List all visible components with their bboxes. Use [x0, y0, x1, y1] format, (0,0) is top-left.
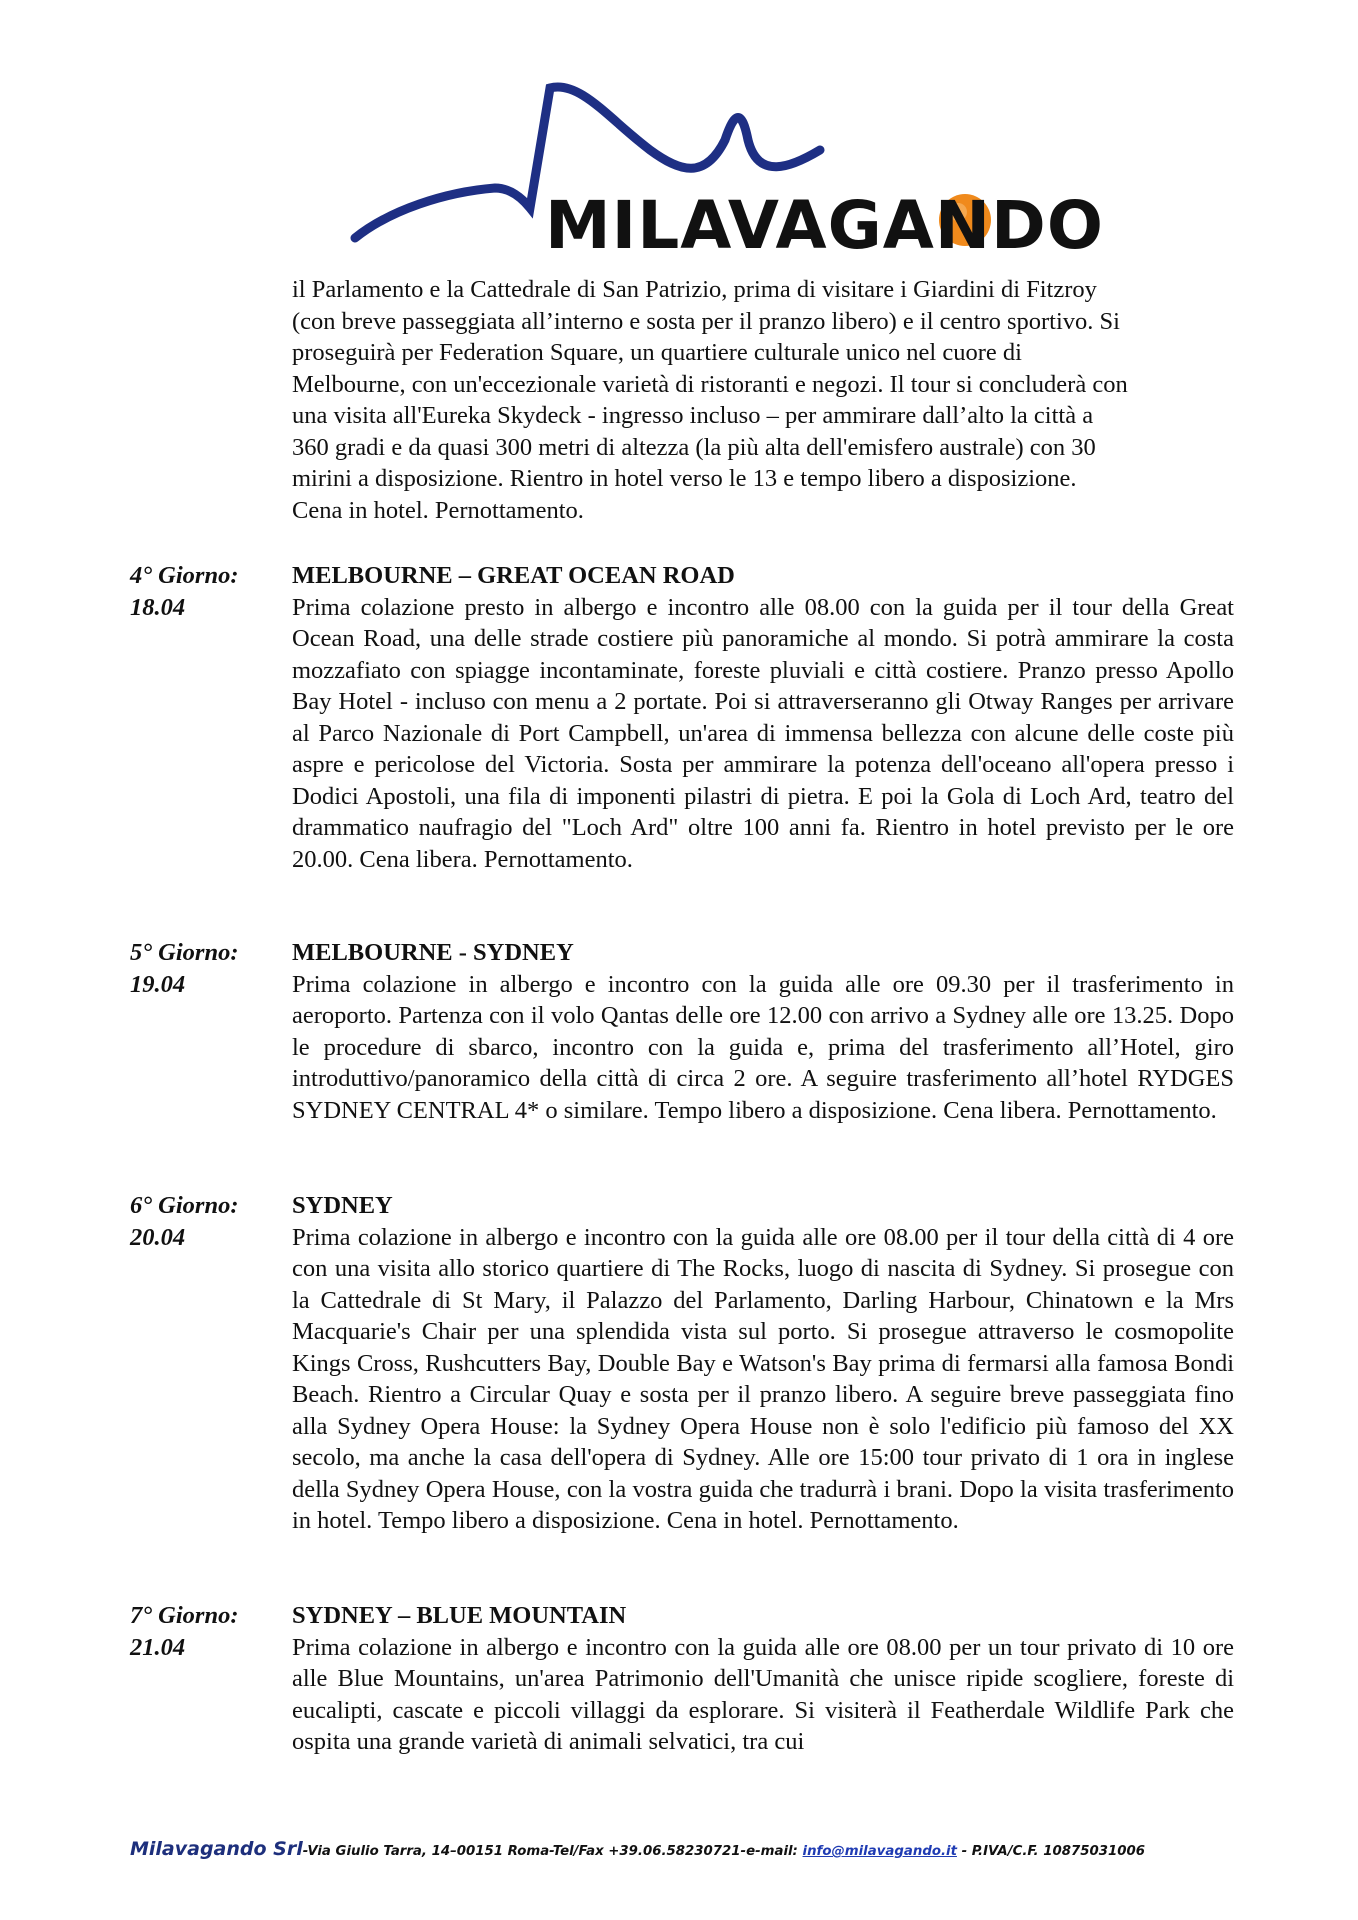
- intro-line: Cena in hotel. Pernottamento.: [292, 496, 584, 524]
- intro-line: mirini a disposizione. Rientro in hotel verso le 13 e tempo libero a disposizione.: [292, 465, 1077, 492]
- day-title: SYDNEY – BLUE MOUNTAIN: [292, 1602, 627, 1629]
- day-text: Prima colazione in albergo e incontro con la guida alle ore 08.00 per il tour della città di 4 ore con una visita allo storico quartiere di The Rocks, luogo di nascita di Sydney. Si prosegue con la Cattedrale di St Mary, il Palazzo del Parlamento, Darling Harbour, Chinatown e la Mrs Macquarie's Chair per una splendida vista sul porto. Si prosegue attraverso le cosmopolite Kings Cross, Rushcutters Bay, Double Bay e Watson's Bay prima di fermarsi alla famosa Bondi Beach. Rientro a Circular Quay e sosta per il pranzo libero. A seguire breve passeggiata fino alla Sydney Opera House: la Sydney Opera House non è solo l'edificio più famoso del XX secolo, ma anche la casa dell'opera di Sydney. Alle ore 15:00 tour privato di 1 ora in inglese della Sydney Opera House, con la vostra guida che tradurrà i brani. Dopo la visita trasferimento in hotel. Tempo libero a disposizione. Cena in hotel. Pernottamento.: [292, 1223, 1234, 1534]
- company-logo: [350, 80, 1104, 270]
- page-footer: [130, 1838, 1240, 1860]
- day-number: 6° Giorno:: [130, 1192, 239, 1219]
- day-date: 21.04: [130, 1633, 186, 1661]
- footer-vat: - P.IVA/C.F. 10875031006: [956, 1844, 1145, 1859]
- day-title: MELBOURNE – GREAT OCEAN ROAD: [292, 562, 735, 589]
- day-label: [130, 1190, 290, 1253]
- footer-separator: -: [740, 1844, 747, 1859]
- day-title: MELBOURNE - SYDNEY: [292, 939, 574, 966]
- intro-line: (con breve passeggiata all’interno e sosta per il pranzo libero) e il centro sportivo. Si: [292, 307, 1120, 335]
- logo-text: MILAVAGANDO: [545, 187, 1104, 264]
- day-body: [292, 560, 1234, 875]
- day-body: [292, 1600, 1234, 1758]
- day-number: 7° Giorno:: [130, 1602, 239, 1629]
- footer-address: Via Giulio Tarra, 14–00151 Roma: [307, 1844, 550, 1859]
- day-label: [130, 1600, 290, 1663]
- day-text: Prima colazione in albergo e incontro con la guida alle ore 09.30 per il trasferimento in aeroporto. Partenza con il volo Qantas delle ore 12.00 con arrivo a Sydney alle ore 13.25. Dopo le procedure di sbarco, incontro con la guida e, prima del trasferimento all’Hotel, giro introduttivo/panoramico della città di circa 2 ore. A seguire trasferimento all’hotel RYDGES SYDNEY CENTRAL 4* o similare. Tempo libero a disposizione. Cena libera. Pernottamento.: [292, 970, 1234, 1124]
- day-body: [292, 1190, 1234, 1537]
- footer-email-label: e-mail:: [746, 1844, 798, 1859]
- day-text: Prima colazione presto in albergo e incontro alle 08.00 con la guida per il tour della Great Ocean Road, una delle strade costiere più panoramiche al mondo. Si potrà ammirare la costa mozzafiato con spiagge incontaminate, foreste pluviali e città costiere. Pranzo presso Apollo Bay Hotel - incluso con menu a 2 portate. Poi si attraverseranno gli Otway Ranges per arrivare al Parco Nazionale di Port Campbell, un'area di immensa bellezza con alcune delle coste più aspre e pericolose del Victoria. Sosta per ammirare la potenza dell'oceano all'opera presso i Dodici Apostoli, una fila di imponenti pilastri di pietra. E poi la Gola di Loch Ard, teatro del drammatico naufragio del "Loch Ard" oltre 100 anni fa. Rientro in hotel previsto per le ore 20.00. Cena libera. Pernottamento.: [292, 593, 1234, 873]
- intro-line: Melbourne, con un'eccezionale varietà di ristoranti e negozi. Il tour si concluderà con: [292, 370, 1128, 398]
- intro-line: 360 gradi e da quasi 300 metri di altezza (la più alta dell'emisfero australe) con 30: [292, 433, 1096, 461]
- intro-line: proseguirà per Federation Square, un quartiere culturale unico nel cuore di: [292, 339, 1022, 366]
- day-date: 19.04: [130, 970, 186, 998]
- day-number: 5° Giorno:: [130, 939, 239, 966]
- day-label: [130, 560, 290, 623]
- day-number: 4° Giorno:: [130, 562, 239, 589]
- day-date: 18.04: [130, 593, 186, 621]
- footer-company: Milavagando Srl: [130, 1838, 303, 1860]
- day-text: Prima colazione in albergo e incontro con la guida alle ore 08.00 per un tour privato di 10 ore alle Blue Mountains, un'area Patrimonio dell'Umanità che unisce ripide scogliere, foreste di eucalipti, cascate e piccoli villaggi da esplorare. Si visiterà il Featherdale Wildlife Park che ospita una grande varietà di animali selvatici, tra cui: [292, 1633, 1234, 1755]
- logo-graphic: [350, 80, 1104, 270]
- intro-line: una visita all'Eureka Skydeck - ingresso incluso – per ammirare dall’alto la città a: [292, 402, 1094, 429]
- footer-separator: -: [302, 1844, 308, 1859]
- footer-separator: -: [549, 1844, 553, 1859]
- day-title: SYDNEY: [292, 1192, 393, 1219]
- footer-email-link[interactable]: info@milavagando.it: [802, 1844, 957, 1859]
- intro-line: il Parlamento e la Cattedrale di San Patrizio, prima di visitare i Giardini di Fitzroy: [292, 276, 1097, 303]
- intro-paragraph: [292, 274, 1234, 526]
- footer-phone: Tel/Fax +39.06.58230721: [552, 1844, 741, 1859]
- day-date: 20.04: [130, 1223, 186, 1251]
- day-label: [130, 937, 290, 1000]
- day-body: [292, 937, 1234, 1126]
